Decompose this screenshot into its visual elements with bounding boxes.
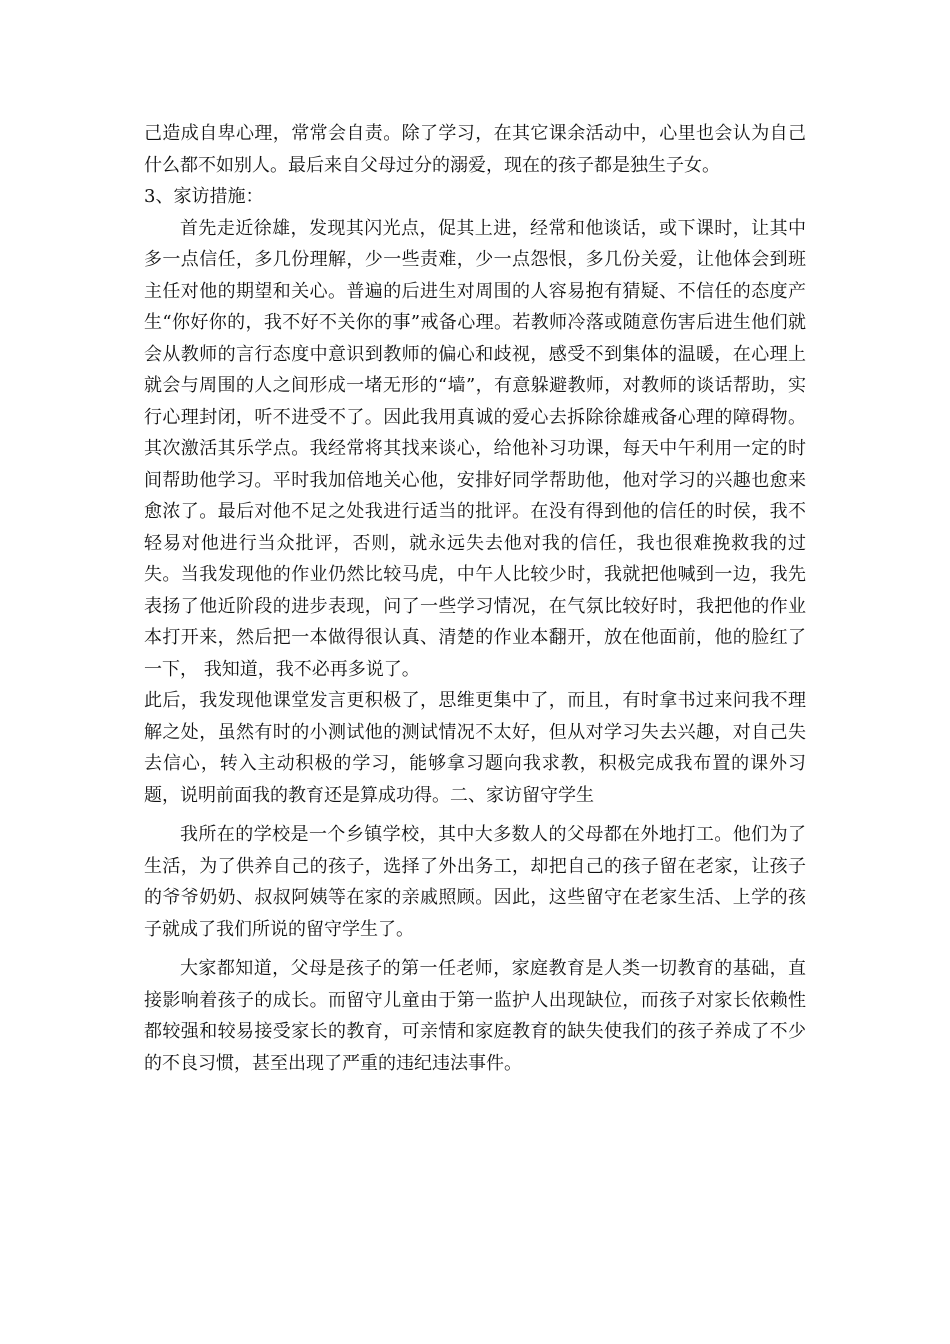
paragraph-home-visit-measures: 首先走近徐雄，发现其闪光点，促其上进，经常和他谈话，或下课时，让其中多一点信任，多几份理解，少一些责难，少一点怨恨，多几份关爱，让他体会到班主任对他的期望和关心。普遍的后进生对周围的人容易抱有猜疑、不信任的态度产生“你好你的，我不好不关你的事”戒备心理。若教师冷落或随意伤害后进生他们就会从教师的言行态度中意识到教师的偏心和歧视，感受不到集体的温暖，在心理上就会与周围的人之间形成一堵无形的“墙”，有意躲避教师，对教师的谈话帮助，实行心理封闭，听不进受不了。因此我用真诚的爱心去拆除徐雄戒备心理的障碍物。其次激活其乐学点。我经常将其找来谈心，给他补习功课，每天中午利用一定的时间帮助他学习。平时我加倍地关心他，安排好同学帮助他，他对学习的兴趣也愈来愈浓了。最后对他不足之处我进行适当的批评。在没有得到他的信任的时侯，我不轻易对他进行当众批评，否则，就永远失去他对我的信任，我也很难挽救我的过失。当我发现他的作业仍然比较马虎，中午人比较少时，我就把他喊到一边，我先表扬了他近阶段的进步表现，问了一些学习情况，在气氛比较好时，我把他的作业本打开来，然后把一本做得很认真、清楚的作业本翻开，放在他面前，他的脸红了一下， 我知道，我不必再多说了。: [144, 217, 806, 680]
paragraph-family-education: 大家都知道，父母是孩子的第一任老师，家庭教育是人类一切教育的基础，直接影响着孩子的成长。而留守儿童由于第一监护人出现缺位，而孩子对家长依赖性都较强和较易接受家长的教育，可亲情和家庭教育的缺失使我们的孩子养成了不少的不良习惯，甚至出现了严重的违纪违法事件。: [144, 958, 806, 1074]
paragraph-rural-school: 我所在的学校是一个乡镇学校，其中大多数人的父母都在外地打工。他们为了生活，为了供养自己的孩子，选择了外出务工，却把自己的孩子留在老家，让孩子的爷爷奶奶、叔叔阿姨等在家的亲戚照顾。因此，这些留守在老家生活、上学的孩子就成了我们所说的留守学生了。: [144, 824, 806, 940]
paragraph-self-esteem-end: 己造成自卑心理，常常会自责。除了学习，在其它课余活动中，心里也会认为自己什么都不如别人。最后来自父母过分的溺爱，现在的孩子都是独生子女。: [144, 123, 806, 176]
paragraph-afterwards: 此后，我发现他课堂发言更积极了，思维更集中了，而且，有时拿书过来问我不理解之处，虽然有时的小测试他的测试情况不太好，但从对学习失去兴趣，对自己失去信心，转入主动积极的学习，能够拿习题向我求教，积极完成我布置的课外习题，说明前面我的教育还是算成功得。二、家访留守学生: [144, 690, 806, 806]
document-body: [144, 118, 806, 1079]
section-heading-home-visit-measures: 3、家访措施：: [144, 186, 264, 207]
